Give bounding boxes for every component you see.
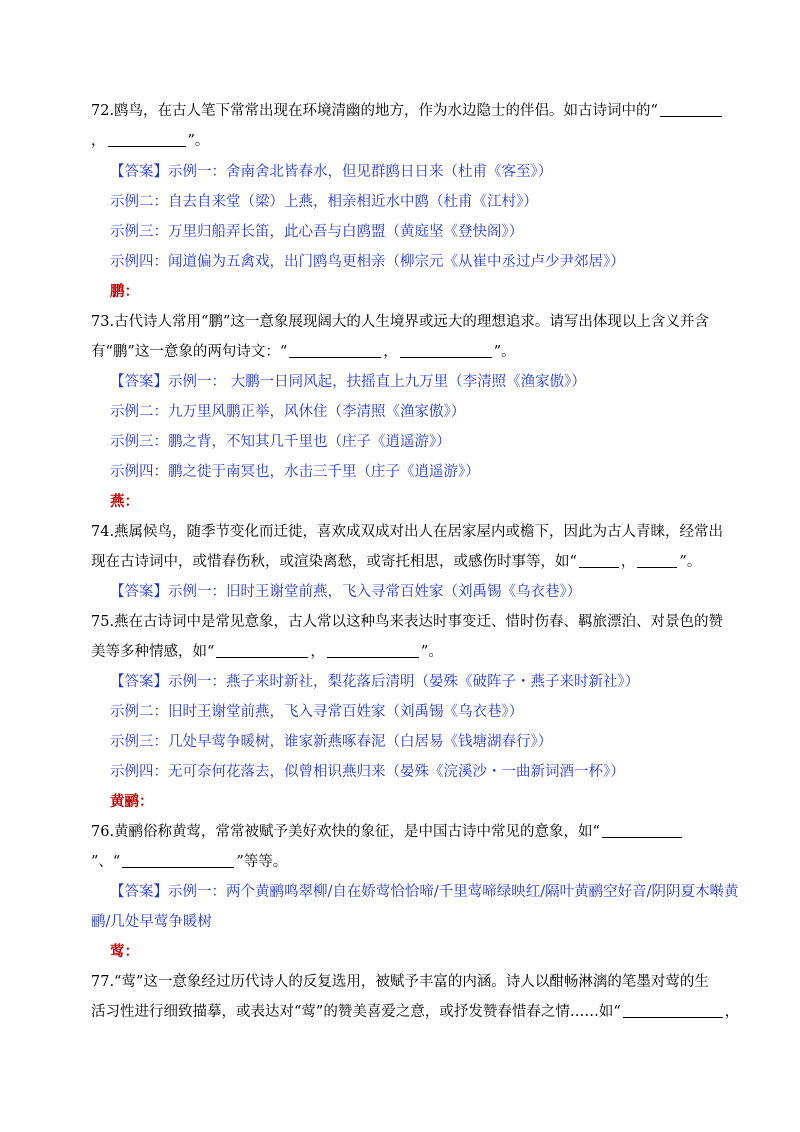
q74-line1: 74.燕属候鸟，随季节变化而迁徙，喜欢成双成对出人在居家屋内或檐下，因此为古人青睐，经常出 [91, 524, 724, 540]
q75-line1: 75.燕在古诗词中是常见意象，古人常以这种鸟来表达时事变迁、惜时伤春、羁旅漂泊、对景色的赞 [91, 614, 724, 630]
blank [327, 643, 419, 658]
q72-answer-1: 【答案】示例一：舍南舍北皆春水，但见群鸥日日来（杜甫《客至》） [110, 164, 553, 180]
q77-line2: 活习性进行细致描摹，或表达对“莺”的赞美喜爱之意，或抒发赞春惜春之情……如“ ， [91, 1004, 740, 1020]
q75-answer-3: 示例三：几处早莺争暖树，谁家新燕啄春泥（白居易《钱塘湖春行》） [110, 734, 553, 750]
heading-huangli: 黄鹂： [110, 793, 154, 810]
q73-answer-3: 示例三：鹏之背，不知其几千里也（庄子《逍遥游》） [110, 434, 451, 450]
blank [637, 553, 677, 568]
heading-yan: 燕： [110, 493, 139, 510]
q75-line2: 美等多种情感，如“ ， ”。 [91, 644, 443, 660]
q75-answer-4: 示例四：无可奈何花落去，似曾相识燕归来（晏殊《浣溪沙・一曲新词酒一杯》） [110, 764, 625, 780]
q73-answer-2: 示例二：九万里风鹏正举，风休住（李清照《渔家傲》） [110, 404, 466, 420]
q73-line2: 有“鹏”这一意象的两句诗文：“ ， ”。 [91, 344, 516, 360]
q74-answer-1: 【答案】示例一：旧时王谢堂前燕，飞入寻常百姓家（刘禹锡《乌衣巷》） [110, 584, 582, 600]
q76-answer-1: 【答案】示例一：两个黄鹂鸣翠柳/自在娇莺恰恰啼/千里莺啼绿映红/隔叶黄鹂空好音/阴阴夏木啭黄 [110, 884, 739, 900]
blank [108, 132, 186, 147]
heading-ying: 莺： [110, 943, 139, 960]
q75-answer-2: 示例二：旧时王谢堂前燕，飞入寻常百姓家（刘禹锡《乌衣巷》） [110, 704, 524, 720]
q75-answer-1: 【答案】示例一：燕子来时新社，梨花落后清明（晏殊《破阵子・燕子来时新社》） [110, 674, 640, 690]
blank [660, 102, 722, 117]
blank [400, 343, 492, 358]
blank [623, 1003, 723, 1018]
blank [216, 643, 308, 658]
blank [122, 853, 234, 868]
q76-line1: 76.黄鹂俗称黄莺，常常被赋予美好欢快的象征，是中国古诗中常见的意象，如“ [91, 822, 791, 844]
q72-line1: 72.鸥鸟，在古人笔下常常出现在环境清幽的地方，作为水边隐士的伴侣。如古诗词中的“ [91, 101, 791, 123]
q73-answer-1: 【答案】示例一： 大鹏一日同风起，扶摇直上九万里（李清照《渔家傲》） [110, 374, 586, 390]
q77-line1: 77.“莺”这一意象经过历代诗人的反复选用，被赋予丰富的内涵。诗人以酣畅淋漓的笔墨对莺的生 [91, 974, 709, 990]
q72-answer-2: 示例二：自去自来堂（梁）上燕，相亲相近水中鸥（杜甫《江村》） [110, 194, 538, 210]
blank [289, 343, 381, 358]
q76-answer-2: 鹂/几处早莺争暖树 [91, 914, 212, 930]
q74-line2: 现在古诗词中，或惜春伤秋，或渲染离愁，或寄托相思，或感伤时事等，如“ ， ”。 [91, 554, 702, 570]
q72-answer-4: 示例四：闻道偏为五禽戏，出门鸥鸟更相亲（柳宗元《从崔中丞过卢少尹郊居》） [110, 254, 625, 270]
blank [579, 553, 619, 568]
q72-line2: ， ”。 [91, 133, 210, 149]
q72-answer-3: 示例三：万里归船弄长笛，此心吾与白鸥盟（黄庭坚《登快阁》） [110, 224, 524, 240]
q73-answer-4: 示例四：鹏之徙于南冥也，水击三千里（庄子《逍遥游》） [110, 464, 480, 480]
heading-peng: 鹏： [110, 283, 139, 300]
q73-line1: 73.古代诗人常用“鹏”这一意象展现阔大的人生境界或远大的理想追求。请写出体现以上含义并含 [91, 314, 709, 330]
blank [602, 823, 682, 838]
q76-line2: ”、“ ”等等。 [91, 854, 288, 870]
